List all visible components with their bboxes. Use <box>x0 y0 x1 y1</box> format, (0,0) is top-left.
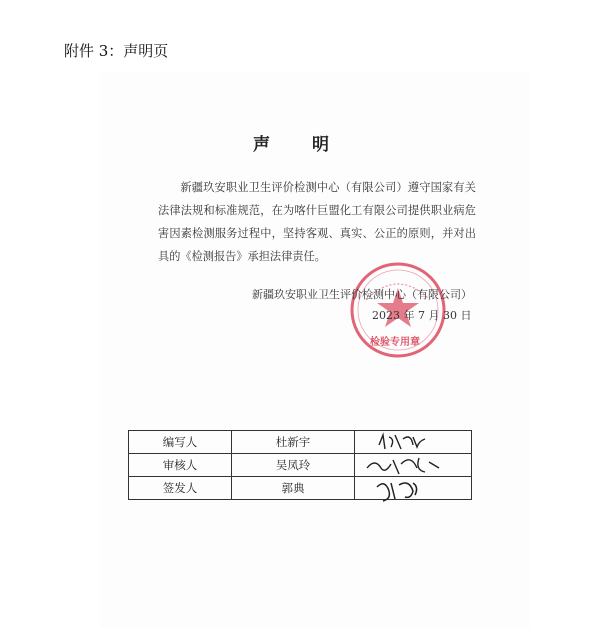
name-cell: 吴凤玲 <box>232 454 355 477</box>
table-row <box>129 477 472 500</box>
signoff-table <box>128 430 472 500</box>
role-cell: 审核人 <box>129 454 232 477</box>
name-cell: 郭典 <box>232 477 355 500</box>
role-cell: 签发人 <box>129 477 232 500</box>
role-cell: 编写人 <box>129 431 232 454</box>
name-cell: 杜新宇 <box>232 431 355 454</box>
seal-text: 检验专用章 <box>370 337 420 348</box>
signature-cell <box>355 477 472 500</box>
page-title: 声 明 <box>253 135 347 155</box>
scanned-page <box>100 72 530 628</box>
issue-date: 2023 年 7 月 30 日 <box>372 309 472 322</box>
handwritten-signature-icon <box>355 471 475 505</box>
issuer-name: 新疆玖安职业卫生评价检测中心（有限公司） <box>252 288 472 301</box>
attachment-label: 附件 3：声明页 <box>64 42 169 60</box>
statement-paragraph: 新疆玖安职业卫生评价检测中心（有限公司）遵守国家有关法律法规和标准规范，在为喀什巨盟化工有限公司提供职业病危害因素检测服务过程中，坚持客观、真实、公正的原则，并对出具的《检测报告》承担法律责任。 <box>158 181 476 263</box>
